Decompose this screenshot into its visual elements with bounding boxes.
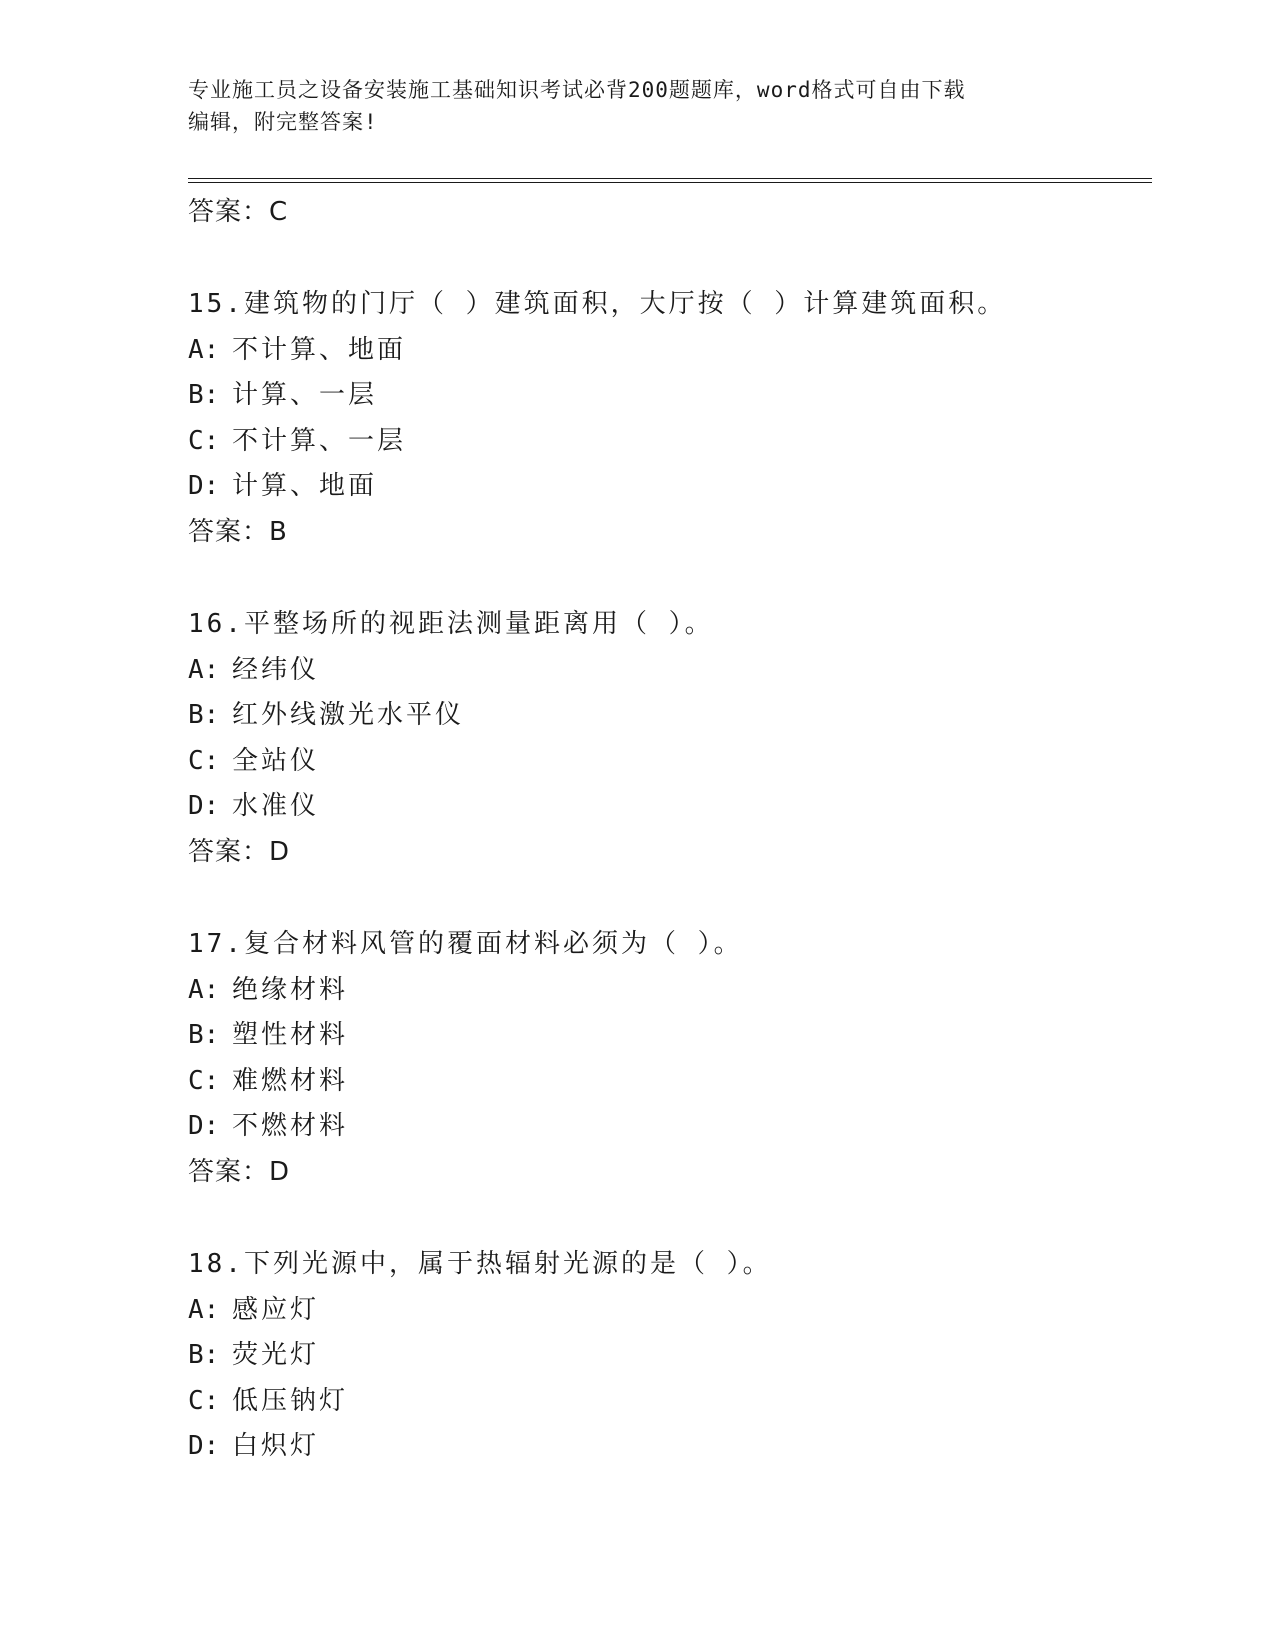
option-d — [188, 784, 1148, 830]
option-d — [188, 1104, 1148, 1150]
question-18 — [188, 1242, 1148, 1470]
option-key: D: — [188, 1431, 220, 1462]
option-key: D: — [188, 471, 220, 502]
option-key: B: — [188, 700, 220, 731]
option-key: B: — [188, 1340, 220, 1371]
answer-previous: 答案：C — [188, 197, 289, 227]
question-stem: 17.复合材料风管的覆面材料必须为（ ）。 — [188, 928, 743, 959]
header-line-1: 专业施工员之设备安装施工基础知识考试必背200题题库，word格式可自由下载 — [188, 78, 966, 102]
option-c — [188, 1059, 1148, 1105]
option-key: C: — [188, 425, 220, 456]
option-key: A: — [188, 974, 220, 1005]
option-text: 全站仪 — [232, 745, 320, 776]
option-key: D: — [188, 791, 220, 822]
option-text: 低压钠灯 — [232, 1385, 349, 1416]
option-a — [188, 1288, 1148, 1334]
option-key: B: — [188, 1020, 220, 1051]
option-b — [188, 1013, 1148, 1059]
question-stem: 15.建筑物的门厅（ ）建筑面积，大厅按（ ）计算建筑面积。 — [188, 289, 1007, 319]
header-rule-bottom — [188, 182, 1152, 183]
option-text: 不计算、一层 — [232, 425, 407, 456]
option-key: A: — [188, 654, 220, 685]
option-key: A: — [188, 334, 220, 365]
option-text: 不计算、地面 — [232, 334, 407, 365]
option-a — [188, 968, 1148, 1014]
option-c — [188, 739, 1148, 785]
option-a — [188, 648, 1148, 694]
option-b — [188, 373, 1148, 419]
option-c — [188, 1379, 1148, 1425]
option-d — [188, 1424, 1148, 1470]
question-stem: 18.下列光源中，属于热辐射光源的是（ ）。 — [188, 1248, 772, 1279]
option-a — [188, 328, 1148, 374]
option-text: 白炽灯 — [232, 1431, 320, 1462]
option-key: C: — [188, 1385, 220, 1416]
option-text: 感应灯 — [232, 1294, 320, 1325]
spacer — [188, 554, 1148, 602]
option-c — [188, 419, 1148, 465]
option-text: 水准仪 — [232, 791, 320, 822]
header-line-2: 编辑，附完整答案! — [188, 110, 378, 134]
option-text: 不燃材料 — [232, 1111, 349, 1142]
option-text: 经纬仪 — [232, 654, 320, 685]
option-key: B: — [188, 380, 220, 411]
spacer — [188, 234, 1148, 282]
question-17 — [188, 922, 1148, 1194]
option-text: 荧光灯 — [232, 1340, 320, 1371]
option-b — [188, 693, 1148, 739]
option-key: C: — [188, 745, 220, 776]
answer: 答案：D — [188, 836, 291, 867]
option-text: 难燃材料 — [232, 1065, 349, 1096]
option-text: 绝缘材料 — [232, 974, 349, 1005]
question-16 — [188, 602, 1148, 874]
option-text: 塑性材料 — [232, 1020, 349, 1051]
option-text: 计算、地面 — [232, 471, 378, 502]
option-key: D: — [188, 1111, 220, 1142]
option-key: A: — [188, 1294, 220, 1325]
question-list — [188, 190, 1148, 1470]
option-b — [188, 1333, 1148, 1379]
option-text: 计算、一层 — [232, 380, 378, 411]
header-rule-top — [188, 178, 1152, 179]
option-text: 红外线激光水平仪 — [232, 700, 465, 731]
option-key: C: — [188, 1065, 220, 1096]
document-header — [188, 74, 1078, 138]
spacer — [188, 1194, 1148, 1242]
question-15 — [188, 282, 1148, 554]
answer: 答案：B — [188, 516, 288, 547]
question-stem: 16.平整场所的视距法测量距离用（ ）。 — [188, 608, 714, 639]
answer: 答案：D — [188, 1156, 291, 1187]
option-d — [188, 464, 1148, 510]
spacer — [188, 874, 1148, 922]
